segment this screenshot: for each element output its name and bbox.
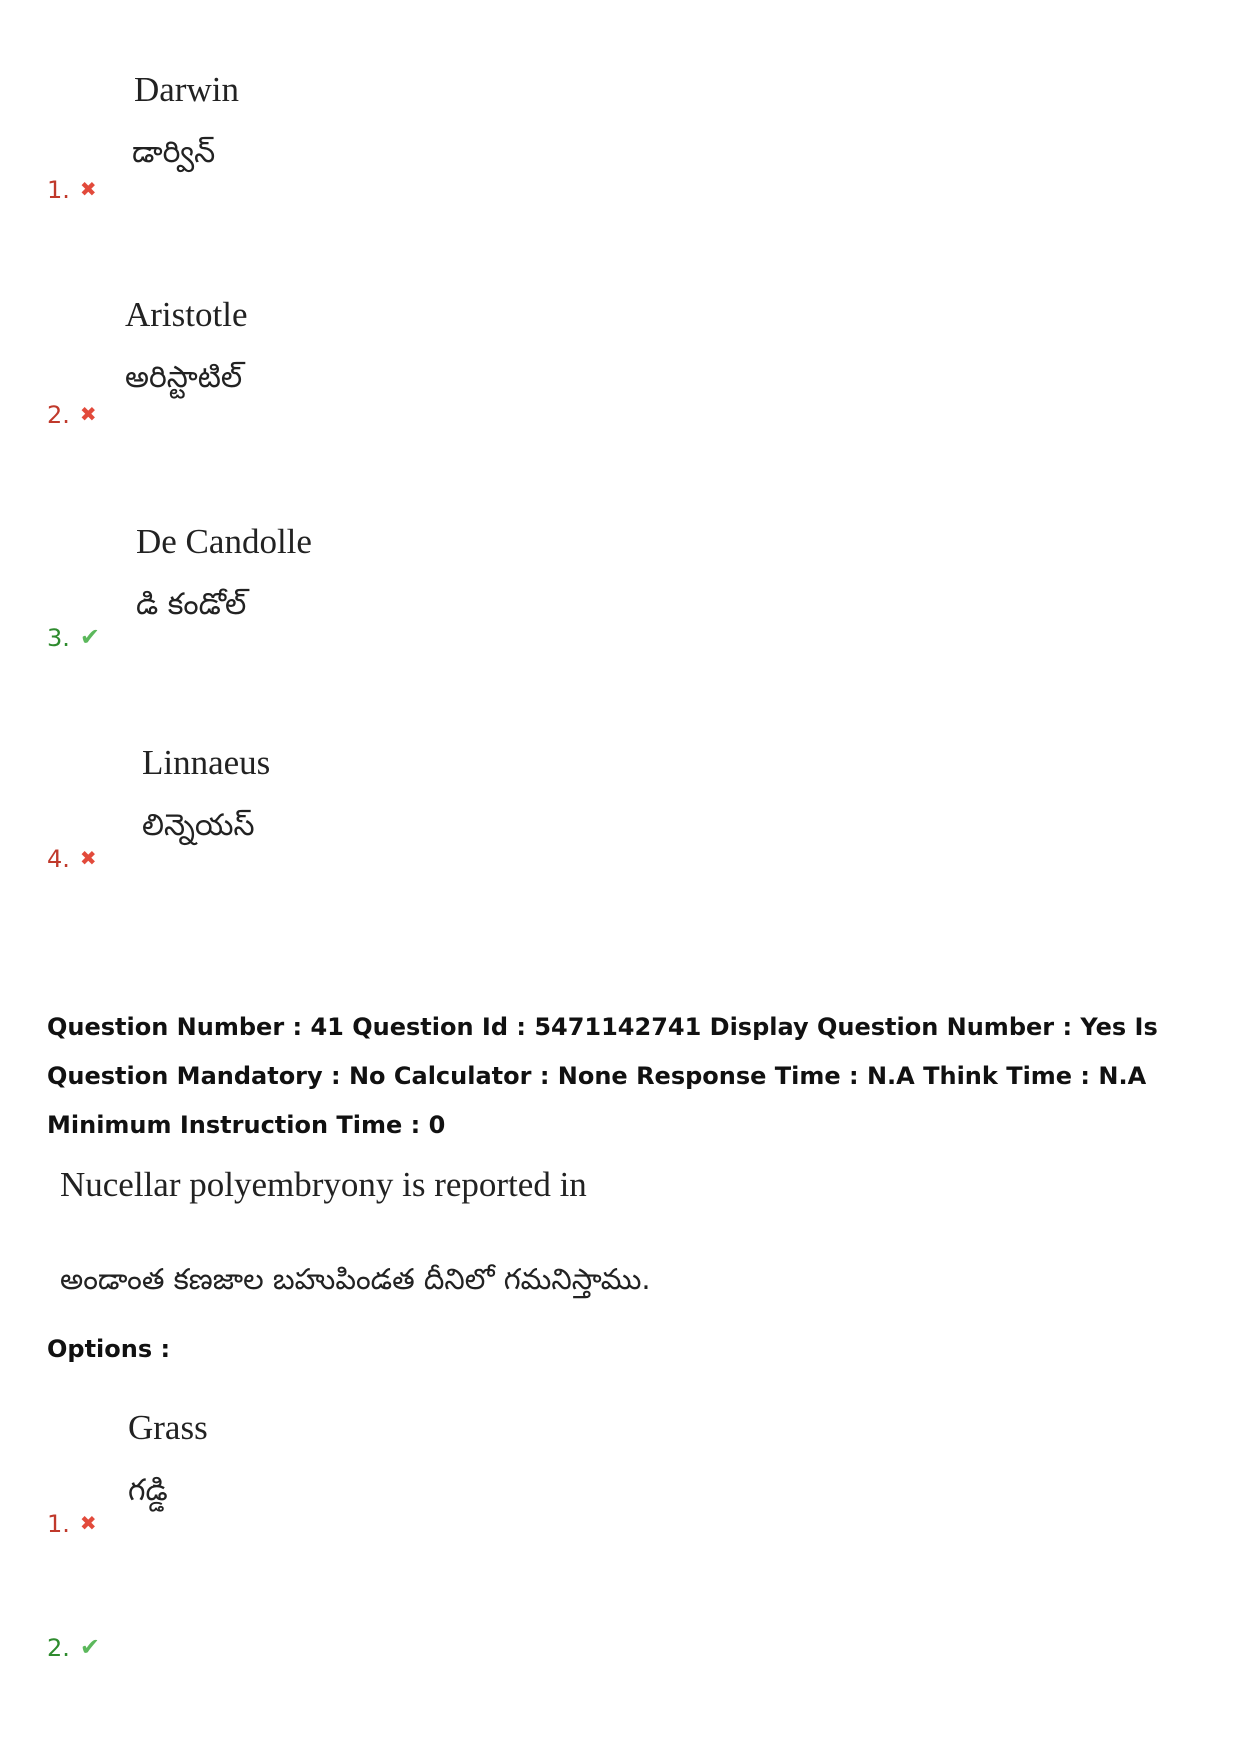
option-number: 2. (47, 401, 70, 429)
option-marker (47, 176, 97, 204)
options-label: Options : (47, 1335, 171, 1363)
cross-icon: ✖ (79, 846, 97, 870)
option-marker (47, 623, 100, 652)
option-number: 1. (47, 176, 70, 204)
option-marker (47, 1633, 100, 1662)
option-text-telugu: అరిస్టాటిల్ (125, 360, 243, 395)
option-number: 4. (47, 845, 70, 873)
check-icon: ✔ (79, 623, 101, 651)
option-text-english: Darwin (134, 70, 239, 109)
question-text-english: Nucellar polyembryony is reported in (60, 1165, 587, 1204)
option-marker (47, 845, 97, 873)
cross-icon: ✖ (79, 177, 97, 201)
option-marker (47, 1510, 97, 1538)
option-number: 1. (47, 1510, 70, 1538)
option-text-telugu: డార్విన్ (132, 135, 216, 170)
check-icon: ✔ (79, 1633, 101, 1661)
option-marker (47, 401, 97, 429)
option-text-telugu: గడ్డి (128, 1473, 168, 1508)
option-text-telugu: డి కండోల్ (136, 587, 247, 622)
question-meta: Question Number : 41 Question Id : 5471142741 Display Question Number : Yes Is Question Mandatory : No Calculator : None Response Time : N.A Think Time : N.A Minimum Instruction Time : 0 (47, 1013, 1158, 1139)
option-text-english: Linnaeus (142, 743, 271, 782)
option-text-english: De Candolle (136, 522, 312, 561)
option-number: 2. (47, 1634, 70, 1662)
question-text-telugu: అండాంత కణజాల బహుపిండత దీనిలో గమనిస్తాము. (60, 1262, 651, 1296)
option-text-english: Grass (128, 1408, 208, 1447)
option-number: 3. (47, 624, 70, 652)
cross-icon: ✖ (79, 402, 97, 426)
cross-icon: ✖ (79, 1511, 97, 1535)
option-text-english: Aristotle (125, 295, 248, 334)
option-text-telugu: లిన్నెయస్ (142, 808, 255, 843)
